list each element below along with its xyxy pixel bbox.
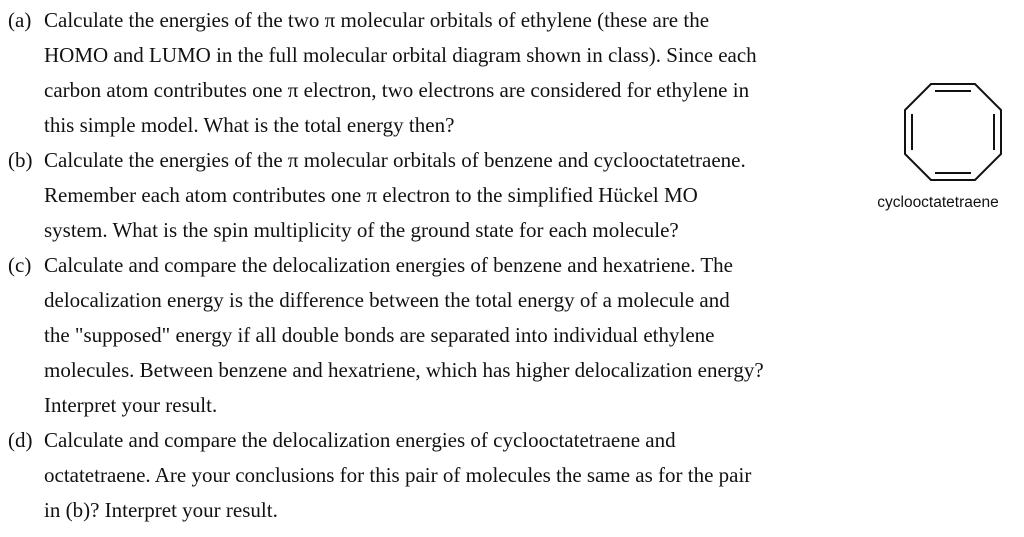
- question-a: [8, 3, 908, 143]
- octagon-ring: [905, 84, 1001, 180]
- question-text-line: the "supposed" energy if all double bonds are separated into individual ethylene: [44, 323, 715, 347]
- question-text-line: in (b)? Interpret your result.: [44, 498, 278, 522]
- cyclooctatetraene-structure: [901, 80, 1005, 184]
- question-text-line: Calculate the energies of the two π molecular orbitals of ethylene (these are the: [44, 8, 710, 32]
- question-text-line: Remember each atom contributes one π electron to the simplified Hückel MO: [44, 183, 698, 207]
- cyclooctatetraene-figure: [858, 80, 1018, 220]
- question-d: [8, 423, 908, 528]
- molecule-label: cyclooctatetraene: [877, 194, 999, 211]
- question-text-line: octatetraene. Are your conclusions for this pair of molecules the same as for the pair: [44, 463, 752, 487]
- question-b: [8, 143, 908, 248]
- question-text-line: Calculate and compare the delocalization energies of cyclooctatetraene and: [44, 428, 676, 452]
- question-list: [8, 3, 908, 528]
- question-label: (d): [8, 428, 33, 452]
- question-label: (b): [8, 148, 33, 172]
- question-text-line: system. What is the spin multiplicity of the ground state for each molecule?: [44, 218, 679, 242]
- question-text-line: molecules. Between benzene and hexatriene, which has higher delocalization energy?: [44, 358, 764, 382]
- question-text-line: Interpret your result.: [44, 393, 218, 417]
- question-text-line: Calculate and compare the delocalization energies of benzene and hexatriene. The: [44, 253, 733, 277]
- question-c: [8, 248, 908, 423]
- question-label: (a): [8, 8, 32, 32]
- question-text-line: carbon atom contributes one π electron, two electrons are considered for ethylene in: [44, 78, 750, 102]
- question-text-line: this simple model. What is the total energy then?: [44, 113, 455, 137]
- question-label: (c): [8, 253, 32, 277]
- question-text-line: HOMO and LUMO in the full molecular orbital diagram shown in class). Since each: [44, 43, 757, 67]
- question-text-line: Calculate the energies of the π molecular orbitals of benzene and cyclooctatetraene.: [44, 148, 746, 172]
- question-text-line: delocalization energy is the difference between the total energy of a molecule and: [44, 288, 730, 312]
